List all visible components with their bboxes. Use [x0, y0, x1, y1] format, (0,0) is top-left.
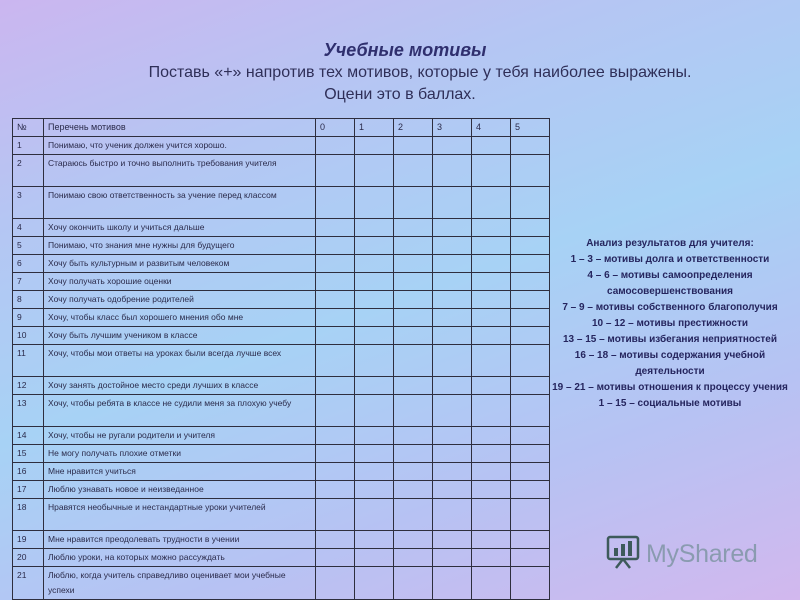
- score-cell-4[interactable]: [472, 377, 511, 395]
- score-cell-3[interactable]: [433, 273, 472, 291]
- analysis-line: 4 – 6 – мотивы самоопределения самосовершенствования: [587, 270, 753, 297]
- table-row: [13, 345, 550, 377]
- table-row: [13, 445, 550, 463]
- score-cell-5[interactable]: [511, 481, 550, 499]
- score-cell-4[interactable]: [472, 237, 511, 255]
- table-row: [13, 237, 550, 255]
- score-cell-3[interactable]: [433, 395, 472, 427]
- score-cell-3[interactable]: [433, 155, 472, 187]
- table-row: [13, 427, 550, 445]
- column-header: 0: [316, 119, 355, 137]
- motive-text: Нравятся необычные и нестандартные уроки учителей: [44, 499, 316, 531]
- score-cell-4[interactable]: [472, 137, 511, 155]
- score-cell-1[interactable]: [355, 137, 394, 155]
- score-cell-2[interactable]: [394, 291, 433, 309]
- column-header: 5: [511, 119, 550, 137]
- score-cell-4[interactable]: [472, 345, 511, 377]
- row-number: 7: [13, 273, 44, 291]
- score-cell-5[interactable]: [511, 531, 550, 549]
- score-cell-5[interactable]: [511, 219, 550, 237]
- motive-text: Хочу получать одобрение родителей: [44, 291, 316, 309]
- score-cell-5[interactable]: [511, 549, 550, 567]
- score-cell-5[interactable]: [511, 309, 550, 327]
- score-cell-3[interactable]: [433, 481, 472, 499]
- column-header: 4: [472, 119, 511, 137]
- score-cell-1[interactable]: [355, 567, 394, 600]
- score-cell-1[interactable]: [355, 427, 394, 445]
- score-cell-0[interactable]: [316, 499, 355, 531]
- motive-text: Хочу получать хорошие оценки: [44, 273, 316, 291]
- analysis-line: 13 – 15 – мотивы избегания неприятностей: [562, 334, 778, 345]
- score-cell-3[interactable]: [433, 291, 472, 309]
- score-cell-5[interactable]: [511, 345, 550, 377]
- score-cell-5[interactable]: [511, 237, 550, 255]
- motive-text: Мне нравится преодолевать трудности в учении: [44, 531, 316, 549]
- score-cell-3[interactable]: [433, 345, 472, 377]
- table-row: [13, 499, 550, 531]
- score-cell-3[interactable]: [433, 499, 472, 531]
- score-cell-1[interactable]: [355, 187, 394, 219]
- table-row: [13, 137, 550, 155]
- score-cell-1[interactable]: [355, 395, 394, 427]
- score-cell-4[interactable]: [472, 499, 511, 531]
- table-row: [13, 255, 550, 273]
- score-cell-0[interactable]: [316, 481, 355, 499]
- score-cell-2[interactable]: [394, 567, 433, 600]
- score-cell-4[interactable]: [472, 291, 511, 309]
- score-cell-5[interactable]: [511, 377, 550, 395]
- score-cell-2[interactable]: [394, 377, 433, 395]
- score-cell-0[interactable]: [316, 463, 355, 481]
- score-cell-0[interactable]: [316, 273, 355, 291]
- score-cell-4[interactable]: [472, 327, 511, 345]
- score-cell-5[interactable]: [511, 445, 550, 463]
- score-cell-3[interactable]: [433, 377, 472, 395]
- score-cell-0[interactable]: [316, 445, 355, 463]
- motive-text: Хочу, чтобы не ругали родители и учителя: [44, 427, 316, 445]
- instruction-text: Поставь «+» напротив тех мотивов, которые у тебя наиболее выражены.: [148, 64, 692, 81]
- score-cell-2[interactable]: [394, 237, 433, 255]
- motive-text: Хочу быть лучшим учеником в классе: [44, 327, 316, 345]
- score-cell-0[interactable]: [316, 567, 355, 600]
- motive-text: Понимаю, что знания мне нужны для будущего: [44, 237, 316, 255]
- presentation-board-icon: [606, 535, 640, 574]
- score-cell-4[interactable]: [472, 395, 511, 427]
- row-number: 10: [13, 327, 44, 345]
- score-cell-0[interactable]: [316, 187, 355, 219]
- score-cell-3[interactable]: [433, 219, 472, 237]
- score-cell-2[interactable]: [394, 255, 433, 273]
- row-number: 3: [13, 187, 44, 219]
- score-cell-4[interactable]: [472, 155, 511, 187]
- row-number: 8: [13, 291, 44, 309]
- motive-text: Понимаю, что ученик должен учится хорошо.: [44, 137, 316, 155]
- score-cell-4[interactable]: [472, 531, 511, 549]
- table-row: [13, 155, 550, 187]
- score-cell-1[interactable]: [355, 531, 394, 549]
- score-cell-3[interactable]: [433, 427, 472, 445]
- motives-table: [12, 118, 550, 600]
- score-cell-3[interactable]: [433, 463, 472, 481]
- score-cell-1[interactable]: [355, 237, 394, 255]
- score-cell-2[interactable]: [394, 499, 433, 531]
- score-cell-0[interactable]: [316, 255, 355, 273]
- score-cell-0[interactable]: [316, 155, 355, 187]
- motive-text: Мне нравится учиться: [44, 463, 316, 481]
- row-number: 5: [13, 237, 44, 255]
- table-row: [13, 531, 550, 549]
- score-cell-5[interactable]: [511, 327, 550, 345]
- score-cell-2[interactable]: [394, 273, 433, 291]
- score-cell-3[interactable]: [433, 137, 472, 155]
- score-cell-4[interactable]: [472, 463, 511, 481]
- analysis-line: 19 – 21 – мотивы отношения к процессу учения: [552, 382, 788, 393]
- row-number: 14: [13, 427, 44, 445]
- row-number: 2: [13, 155, 44, 187]
- table-header-row: [13, 119, 550, 137]
- score-cell-0[interactable]: [316, 377, 355, 395]
- score-cell-3[interactable]: [433, 327, 472, 345]
- score-cell-1[interactable]: [355, 445, 394, 463]
- row-number: 6: [13, 255, 44, 273]
- score-cell-0[interactable]: [316, 531, 355, 549]
- score-cell-1[interactable]: [355, 291, 394, 309]
- score-cell-5[interactable]: [511, 567, 550, 600]
- motive-text: Хочу, чтобы мои ответы на уроках были всегда лучше всех: [44, 345, 316, 377]
- score-cell-2[interactable]: [394, 445, 433, 463]
- motive-text: Люблю уроки, на которых можно рассуждать: [44, 549, 316, 567]
- score-cell-5[interactable]: [511, 273, 550, 291]
- row-number: 9: [13, 309, 44, 327]
- table-row: [13, 327, 550, 345]
- score-cell-5[interactable]: [511, 155, 550, 187]
- table-row: [13, 567, 550, 600]
- score-cell-2[interactable]: [394, 427, 433, 445]
- score-cell-0[interactable]: [316, 427, 355, 445]
- analysis-line: 1 – 3 – мотивы долга и ответственности: [570, 254, 770, 265]
- row-number: 13: [13, 395, 44, 427]
- score-cell-5[interactable]: [511, 137, 550, 155]
- motive-text: Хочу окончить школу и учиться дальше: [44, 219, 316, 237]
- score-cell-2[interactable]: [394, 137, 433, 155]
- score-cell-2[interactable]: [394, 187, 433, 219]
- score-cell-3[interactable]: [433, 549, 472, 567]
- row-number: 17: [13, 481, 44, 499]
- motive-text: Понимаю свою ответственность за учение перед классом: [44, 187, 316, 219]
- row-number: 18: [13, 499, 44, 531]
- score-cell-5[interactable]: [511, 187, 550, 219]
- table-row: [13, 377, 550, 395]
- motive-text: Хочу, чтобы ребята в классе не судили меня за плохую учебу: [44, 395, 316, 427]
- motive-text: Не могу получать плохие отметки: [44, 445, 316, 463]
- score-cell-5[interactable]: [511, 463, 550, 481]
- score-cell-5[interactable]: [511, 291, 550, 309]
- score-cell-0[interactable]: [316, 137, 355, 155]
- score-cell-2[interactable]: [394, 309, 433, 327]
- analysis-heading: Анализ результатов для учителя:: [586, 238, 754, 249]
- table-row: [13, 463, 550, 481]
- instruction-text-2: Оцени это в баллах.: [324, 86, 476, 103]
- score-cell-0[interactable]: [316, 237, 355, 255]
- row-number: 21: [13, 567, 44, 600]
- score-cell-5[interactable]: [511, 427, 550, 445]
- analysis-panel: [550, 236, 790, 412]
- table-row: [13, 219, 550, 237]
- score-cell-0[interactable]: [316, 291, 355, 309]
- column-header: Перечень мотивов: [44, 119, 316, 137]
- row-number: 11: [13, 345, 44, 377]
- score-cell-3[interactable]: [433, 567, 472, 600]
- score-cell-1[interactable]: [355, 549, 394, 567]
- score-cell-1[interactable]: [355, 327, 394, 345]
- score-cell-4[interactable]: [472, 187, 511, 219]
- score-cell-2[interactable]: [394, 155, 433, 187]
- motive-text: Люблю, когда учитель справедливо оценивает мои учебные успехи: [44, 567, 316, 600]
- column-header: 1: [355, 119, 394, 137]
- motive-text: Люблю узнавать новое и неизведанное: [44, 481, 316, 499]
- score-cell-3[interactable]: [433, 187, 472, 219]
- score-cell-5[interactable]: [511, 395, 550, 427]
- score-cell-1[interactable]: [355, 273, 394, 291]
- score-cell-2[interactable]: [394, 531, 433, 549]
- analysis-line: 1 – 15 – социальные мотивы: [598, 398, 742, 409]
- score-cell-5[interactable]: [511, 499, 550, 531]
- score-cell-4[interactable]: [472, 549, 511, 567]
- score-cell-1[interactable]: [355, 219, 394, 237]
- score-cell-2[interactable]: [394, 549, 433, 567]
- score-cell-4[interactable]: [472, 309, 511, 327]
- row-number: 15: [13, 445, 44, 463]
- motive-text: Хочу занять достойное место среди лучших в классе: [44, 377, 316, 395]
- column-header: 3: [433, 119, 472, 137]
- score-cell-2[interactable]: [394, 395, 433, 427]
- column-header: №: [13, 119, 44, 137]
- row-number: 16: [13, 463, 44, 481]
- table-row: [13, 395, 550, 427]
- score-cell-5[interactable]: [511, 255, 550, 273]
- score-cell-4[interactable]: [472, 481, 511, 499]
- score-cell-3[interactable]: [433, 237, 472, 255]
- score-cell-1[interactable]: [355, 155, 394, 187]
- analysis-line: 16 – 18 – мотивы содержания учебной деятельности: [574, 350, 766, 377]
- score-cell-1[interactable]: [355, 345, 394, 377]
- score-cell-0[interactable]: [316, 309, 355, 327]
- myshared-logo: [606, 537, 776, 571]
- row-number: 1: [13, 137, 44, 155]
- score-cell-0[interactable]: [316, 327, 355, 345]
- score-cell-0[interactable]: [316, 395, 355, 427]
- score-cell-3[interactable]: [433, 445, 472, 463]
- table-row: [13, 273, 550, 291]
- header: [0, 40, 800, 108]
- score-cell-0[interactable]: [316, 549, 355, 567]
- logo-text: MyShared: [646, 539, 758, 568]
- score-cell-0[interactable]: [316, 219, 355, 237]
- table-row: [13, 291, 550, 309]
- table-row: [13, 549, 550, 567]
- page-title: Учебные мотивы: [323, 40, 487, 60]
- score-cell-3[interactable]: [433, 531, 472, 549]
- score-cell-2[interactable]: [394, 327, 433, 345]
- score-cell-2[interactable]: [394, 345, 433, 377]
- score-cell-1[interactable]: [355, 499, 394, 531]
- score-cell-4[interactable]: [472, 255, 511, 273]
- analysis-line: 10 – 12 – мотивы престижности: [591, 318, 748, 329]
- table-row: [13, 481, 550, 499]
- score-cell-4[interactable]: [472, 445, 511, 463]
- score-cell-4[interactable]: [472, 273, 511, 291]
- analysis-line: 7 – 9 – мотивы собственного благополучия: [562, 302, 778, 313]
- table-row: [13, 309, 550, 327]
- row-number: 4: [13, 219, 44, 237]
- score-cell-0[interactable]: [316, 345, 355, 377]
- score-cell-2[interactable]: [394, 219, 433, 237]
- score-cell-1[interactable]: [355, 481, 394, 499]
- score-cell-4[interactable]: [472, 427, 511, 445]
- score-cell-1[interactable]: [355, 463, 394, 481]
- motive-text: Хочу быть культурным и развитым человеком: [44, 255, 316, 273]
- score-cell-4[interactable]: [472, 567, 511, 600]
- score-cell-3[interactable]: [433, 255, 472, 273]
- score-cell-1[interactable]: [355, 377, 394, 395]
- score-cell-1[interactable]: [355, 255, 394, 273]
- row-number: 20: [13, 549, 44, 567]
- table-row: [13, 187, 550, 219]
- motive-text: Стараюсь быстро и точно выполнить требования учителя: [44, 155, 316, 187]
- row-number: 19: [13, 531, 44, 549]
- score-cell-2[interactable]: [394, 481, 433, 499]
- score-cell-1[interactable]: [355, 309, 394, 327]
- motive-text: Хочу, чтобы класс был хорошего мнения обо мне: [44, 309, 316, 327]
- score-cell-3[interactable]: [433, 309, 472, 327]
- score-cell-4[interactable]: [472, 219, 511, 237]
- column-header: 2: [394, 119, 433, 137]
- score-cell-2[interactable]: [394, 463, 433, 481]
- row-number: 12: [13, 377, 44, 395]
